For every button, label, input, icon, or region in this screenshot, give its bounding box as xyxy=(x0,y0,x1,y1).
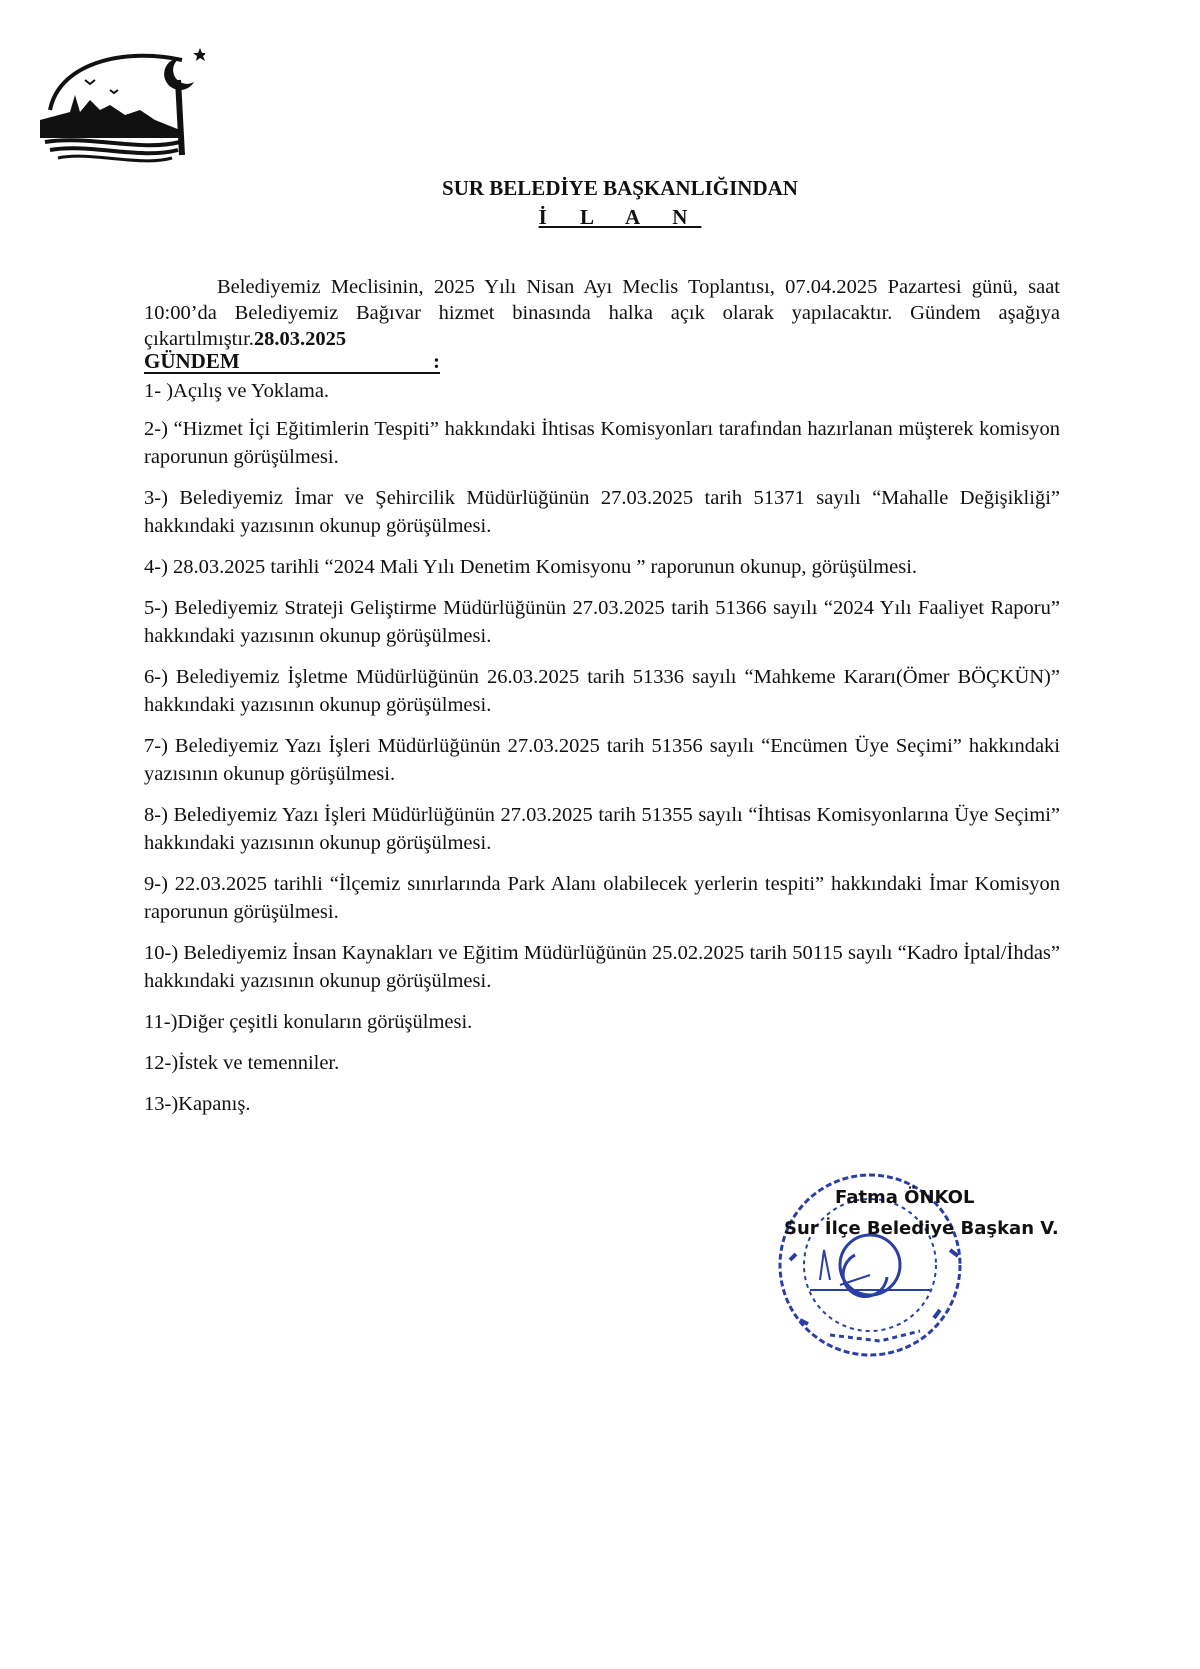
agenda-item: 9-) 22.03.2025 tarihli “İlçemiz sınırlarında Park Alanı olabilecek yerlerin tespiti” hakkındaki İmar Komisyon raporunun görüşülmesi. xyxy=(144,873,1060,923)
agenda-heading-colon: : xyxy=(433,349,440,373)
document-header xyxy=(0,176,1200,230)
agenda-item: 3-) Belediyemiz İmar ve Şehircilik Müdürlüğünün 27.03.2025 tarih 51371 sayılı “Mahalle Değişikliği” hakkındaki yazısının okunup görüşülmesi. xyxy=(144,487,1060,537)
announcement-title: İ L A N xyxy=(538,205,702,229)
agenda-heading-text: GÜNDEM xyxy=(144,349,240,373)
agenda-list xyxy=(144,377,1060,1131)
intro-date: 28.03.2025 xyxy=(253,328,347,350)
agenda-item: 2-) “Hizmet İçi Eğitimlerin Tespiti” hakkındaki İhtisas Komisyonları tarafından hazırlanan müşterek komisyon raporunun görüşülmesi. xyxy=(144,418,1060,468)
signatory-name: Fatma ÖNKOL xyxy=(835,1187,975,1208)
intro-paragraph xyxy=(144,274,1060,352)
agenda-item: 6-) Belediyemiz İşletme Müdürlüğünün 26.03.2025 tarih 51336 sayılı “Mahkeme Kararı(Ömer BÖÇKÜN)” hakkındaki yazısının okunup görüşülmesi. xyxy=(144,666,1060,716)
agenda-item: 8-) Belediyemiz Yazı İşleri Müdürlüğünün 27.03.2025 tarih 51355 sayılı “İhtisas Komisyonlarına Üye Seçimi” hakkındaki yazısının okunup görüşülmesi. xyxy=(144,804,1060,854)
agenda-item: 10-) Belediyemiz İnsan Kaynakları ve Eğitim Müdürlüğünün 25.02.2025 tarih 50115 sayılı “Kadro İptal/İhdas” hakkındaki yazısının okunup görüşülmesi. xyxy=(144,942,1060,992)
agenda-heading xyxy=(144,350,440,374)
intro-text: Belediyemiz Meclisinin, 2025 Yılı Nisan Ayı Meclis Toplantısı, 07.04.2025 Pazartesi günü, saat 10:00’da Belediyemiz Bağıvar hizmet binasında halka açık olarak yapılacaktır. Gündem aşağıya çıkartılmıştır. xyxy=(144,276,1060,350)
agenda-item: 11-)Diğer çeşitli konuların görüşülmesi. xyxy=(144,1011,473,1033)
agenda-item: 12-)İstek ve temenniler. xyxy=(144,1052,340,1074)
agenda-item: 4-) 28.03.2025 tarihli “2024 Mali Yılı Denetim Komisyonu ” raporunun okunup, görüşülmesi. xyxy=(144,556,918,578)
agenda-item: 1- )Açılış ve Yoklama. xyxy=(144,380,330,402)
agenda-item: 7-) Belediyemiz Yazı İşleri Müdürlüğünün 27.03.2025 tarih 51356 sayılı “Encümen Üye Seçimi” hakkındaki yazısının okunup görüşülmesi. xyxy=(144,735,1060,785)
agenda-item: 13-)Kapanış. xyxy=(144,1093,251,1115)
issuer-title: SUR BELEDİYE BAŞKANLIĞINDAN xyxy=(442,176,798,200)
sur-municipality-logo-icon xyxy=(30,40,205,170)
agenda-item: 5-) Belediyemiz Strateji Geliştirme Müdürlüğünün 27.03.2025 tarih 51366 sayılı “2024 Yılı Faaliyet Raporu” hakkındaki yazısının okunup görüşülmesi. xyxy=(144,597,1060,647)
signatory-title: Sur İlçe Belediye Başkan V. xyxy=(784,1218,1059,1239)
